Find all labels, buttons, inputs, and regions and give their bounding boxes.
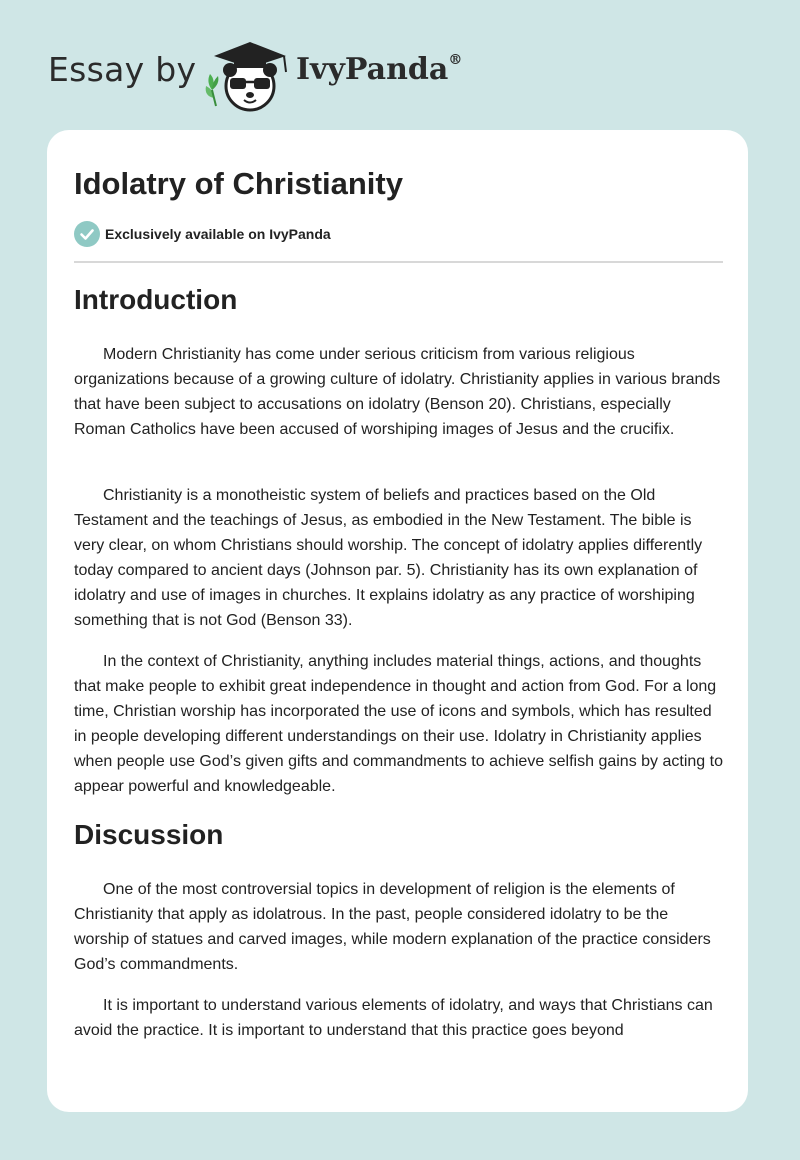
paragraph: One of the most controversial topics in development of religion is the elements of Christianity that apply as idolatrous. In the past, people considered idolatry to be the worship of statues and carved images, while modern explanation of the practice considers God’s commandments.: [74, 881, 711, 973]
brand-name[interactable]: IvyPanda®: [296, 52, 463, 87]
exclusive-badge-label: Exclusively available on IvyPanda: [105, 226, 331, 242]
trademark-symbol: ®: [448, 52, 463, 68]
check-circle-icon: [74, 221, 100, 247]
section-heading-discussion: Discussion: [74, 819, 224, 850]
paragraph: In the context of Christianity, anything includes material things, actions, and thoughts that make people to exhibit great independence in thought and action from God. For a long time, Christian worship has incorporated the use of icons and symbols, which has resulted in people developing different understandings on their use. Idolatry in Christianity applies when people use God’s given gifts and commandments to achieve selfish gains by acting to appear powerful and knowledgeable.: [74, 653, 723, 795]
paragraph: It is important to understand various elements of idolatry, and ways that Christians can avoid the practice. It is important to understand that this practice goes beyond: [74, 997, 713, 1039]
paragraph: Modern Christianity has come under serious criticism from various religious organizations because of a growing culture of idolatry. Christianity applies in various brands that have been subject to accusations on idolatry (Benson 20). Christians, especially Roman Catholics have been accused of worshiping images of Jesus and the crucifix.: [74, 346, 721, 438]
essay-card: [47, 130, 748, 1112]
essay-by-label: Essay by: [48, 50, 197, 89]
panda-graduate-logo-icon[interactable]: [200, 34, 296, 114]
exclusive-badge: [74, 221, 331, 247]
site-header: [0, 0, 800, 130]
paragraph: Christianity is a monotheistic system of beliefs and practices based on the Old Testament and the teachings of Jesus, as embodied in the New Testament. The bible is very clear, on whom Christians should worship. The concept of idolatry applies differently today compared to ancient days (Johnson par. 5). Christianity has its own explanation of idolatry and use of images in churches. It explains idolatry as any practice of worshiping something that is not God (Benson 33).: [74, 487, 703, 629]
essay-title: Idolatry of Christianity: [74, 166, 403, 201]
title-divider: [74, 261, 723, 263]
section-heading-introduction: Introduction: [74, 284, 238, 315]
